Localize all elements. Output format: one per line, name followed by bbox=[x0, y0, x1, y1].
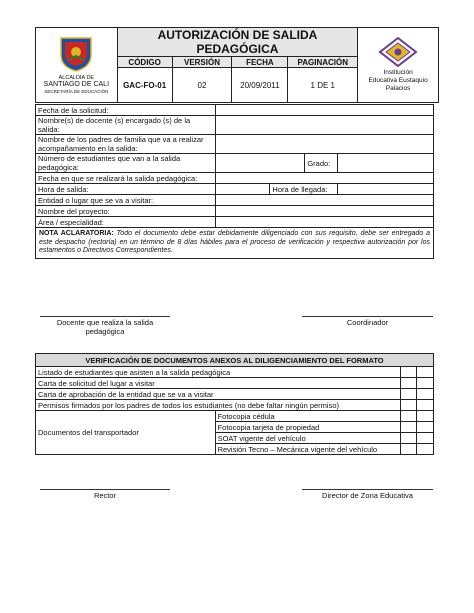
check-box[interactable] bbox=[401, 378, 417, 389]
signature-label-director: Director de Zona Educativa bbox=[322, 491, 413, 500]
field-grado[interactable] bbox=[338, 154, 434, 173]
column-paginacion: PAGINACIÓN bbox=[288, 57, 358, 68]
check-box[interactable] bbox=[401, 433, 417, 444]
label-num-estudiantes: Número de estudiantes que van a la salida pedagógica: bbox=[36, 154, 216, 173]
check-box[interactable] bbox=[401, 422, 417, 433]
check-box[interactable] bbox=[417, 378, 434, 389]
transport-item: Revisión Tecno – Mecánica vigente del vehículo bbox=[215, 444, 401, 455]
document-title: AUTORIZACIÓN DE SALIDA PEDAGÓGICA bbox=[117, 28, 357, 57]
label-grado: Grado: bbox=[305, 154, 338, 173]
signature-line-director bbox=[302, 489, 433, 490]
label-docentes: Nombre(s) de docente (s) encargado (s) de la salida: bbox=[36, 116, 216, 135]
institution-line-1: Institución bbox=[383, 69, 413, 76]
check-box[interactable] bbox=[401, 389, 417, 400]
right-logo-cell bbox=[358, 28, 439, 103]
institution-emblem-icon bbox=[378, 37, 418, 67]
label-fecha-solicitud: Fecha de la solicitud: bbox=[36, 105, 216, 116]
check-box[interactable] bbox=[417, 389, 434, 400]
check-box[interactable] bbox=[417, 433, 434, 444]
logo-line-2: SANTIAGO DE CALI bbox=[43, 81, 110, 88]
verification-item: Carta de aprobación de la entidad que se va a visitar bbox=[36, 389, 401, 400]
transport-item: Fotocopia cédula bbox=[215, 411, 401, 422]
label-padres: Nombre de los padres de familia que va a realizar acompañamiento en la salida: bbox=[36, 135, 216, 154]
label-entidad: Entidad o lugar que se va a visitar: bbox=[36, 195, 216, 206]
verification-item: Carta de solicitud del lugar a visitar bbox=[36, 378, 401, 389]
transport-docs-label: Documentos del transportador bbox=[36, 411, 216, 455]
value-codigo: GAC-FO-01 bbox=[117, 68, 172, 103]
field-docentes[interactable] bbox=[215, 116, 433, 135]
transport-item: SOAT vigente del vehículo bbox=[215, 433, 401, 444]
label-area: Área / especialidad: bbox=[36, 217, 216, 228]
clarification-note bbox=[36, 228, 434, 259]
institution-line-2: Educativa Eustaquio bbox=[368, 77, 428, 84]
label-hora-salida: Hora de salida: bbox=[36, 184, 216, 195]
field-area[interactable] bbox=[215, 217, 433, 228]
column-fecha: FECHA bbox=[232, 57, 288, 68]
signature-label-coordinador: Coordinador bbox=[346, 318, 389, 327]
check-box[interactable] bbox=[417, 411, 434, 422]
column-codigo: CÓDIGO bbox=[117, 57, 172, 68]
label-proyecto: Nombre del proyecto: bbox=[36, 206, 216, 217]
logo-line-1: ALCALDÍA DE bbox=[58, 74, 95, 81]
field-fecha-solicitud[interactable] bbox=[215, 105, 433, 116]
value-version: 02 bbox=[172, 68, 232, 103]
check-box[interactable] bbox=[417, 367, 434, 378]
label-fecha-salida: Fecha en que se realizará la salida pedagógica: bbox=[36, 173, 216, 184]
signature-label-docente: Docente que realiza la salida pedagógica bbox=[56, 318, 154, 336]
field-padres[interactable] bbox=[215, 135, 433, 154]
left-logo-text bbox=[36, 75, 117, 96]
check-box[interactable] bbox=[401, 411, 417, 422]
logo-line-3: SECRETARÍA DE EDUCACIÓN bbox=[44, 89, 109, 94]
document-header bbox=[35, 27, 439, 103]
value-paginacion: 1 DE 1 bbox=[288, 68, 358, 103]
column-version: VERSIÓN bbox=[172, 57, 232, 68]
check-box[interactable] bbox=[417, 444, 434, 455]
check-box[interactable] bbox=[417, 422, 434, 433]
cali-coat-of-arms-icon bbox=[58, 35, 94, 73]
field-proyecto[interactable] bbox=[215, 206, 433, 217]
transport-item: Fotocopia tarjeta de propiedad bbox=[215, 422, 401, 433]
check-box[interactable] bbox=[401, 367, 417, 378]
value-fecha: 20/09/2011 bbox=[232, 68, 288, 103]
note-text: Todo el documento debe estar debidamente diligenciado con sus requisito, debe ser entregado a este despacho (rectoría) en un término de 8 días hábiles para el proceso de verificación y respectiva autorización por los estamentos o Directivos Correspondientes. bbox=[39, 230, 431, 255]
verification-item: Listado de estudiantes que asisten a la salida pedagógica bbox=[36, 367, 401, 378]
verification-table bbox=[35, 353, 434, 455]
check-box[interactable] bbox=[401, 400, 417, 411]
signature-line-docente bbox=[40, 316, 170, 317]
field-hora-salida[interactable] bbox=[215, 184, 270, 195]
field-entidad[interactable] bbox=[215, 195, 433, 206]
institution-line-3: Palacios bbox=[385, 85, 411, 92]
check-box[interactable] bbox=[401, 444, 417, 455]
note-label: NOTA ACLARATORIA: bbox=[39, 230, 114, 237]
signature-line-coordinador bbox=[302, 316, 433, 317]
field-hora-llegada[interactable] bbox=[338, 184, 434, 195]
request-form bbox=[35, 104, 434, 259]
field-num-estudiantes[interactable] bbox=[215, 154, 305, 173]
label-hora-llegada: Hora de llegada: bbox=[270, 184, 338, 195]
signature-line-rector bbox=[40, 489, 170, 490]
institution-name bbox=[358, 69, 438, 93]
check-box[interactable] bbox=[417, 400, 434, 411]
left-logo-cell bbox=[36, 28, 118, 103]
signature-label-rector: Rector bbox=[93, 491, 117, 500]
verification-header: VERIFICACIÓN DE DOCUMENTOS ANEXOS AL DILIGENCIAMIENTO DEL FORMATO bbox=[36, 354, 434, 367]
field-fecha-salida[interactable] bbox=[215, 173, 433, 184]
verification-item: Permisos firmados por los padres de todos los estudiantes (no debe faltar ningún permiso) bbox=[36, 400, 401, 411]
